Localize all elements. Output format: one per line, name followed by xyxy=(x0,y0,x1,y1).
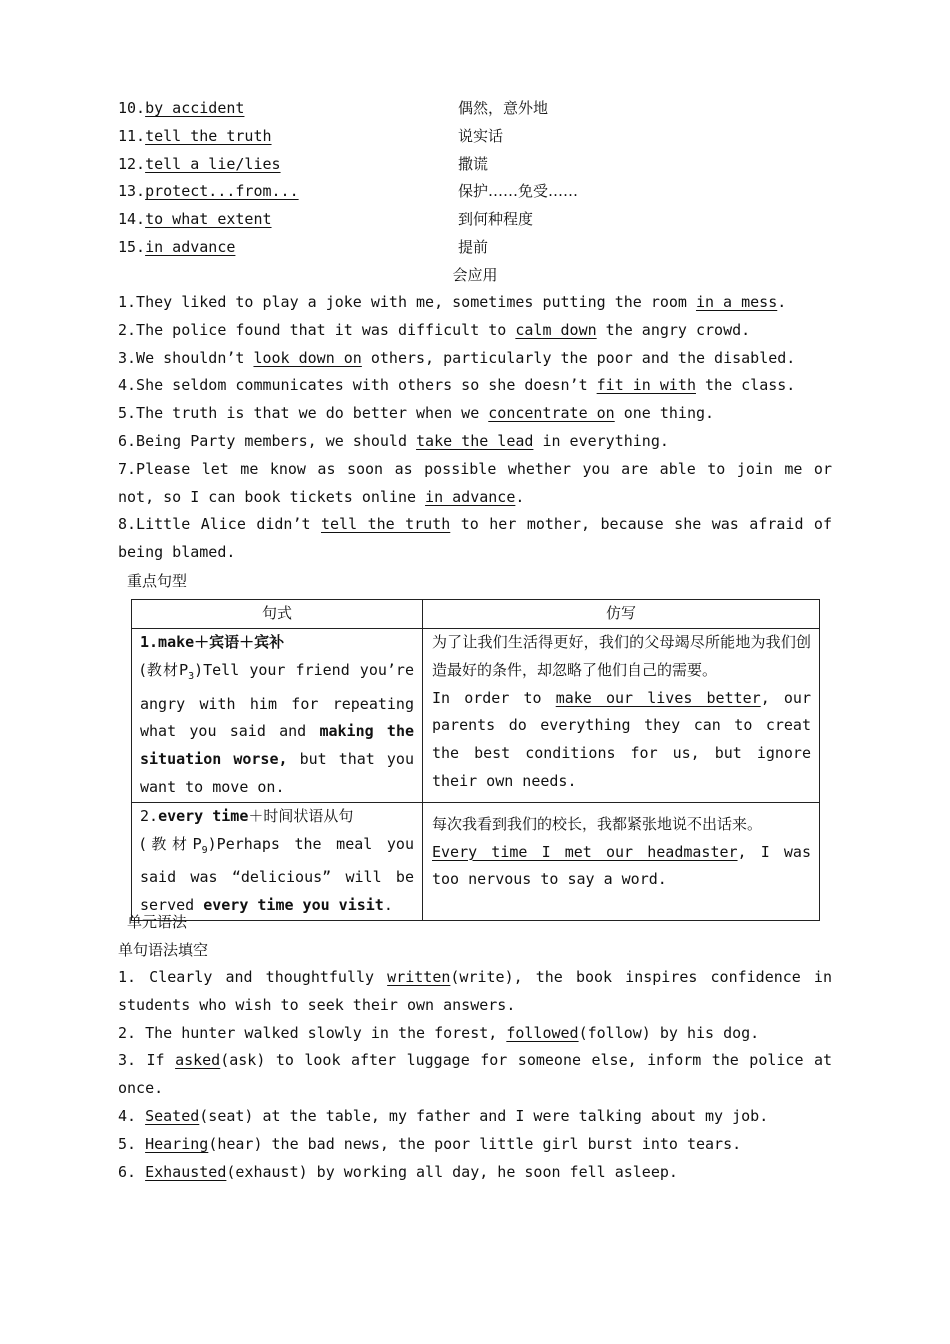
pattern-title: 2.every time＋时间状语从句 xyxy=(140,806,354,825)
table-header-row xyxy=(132,600,820,629)
imitation-english: Every time I met our headmaster, I was too nervous to say a word. xyxy=(432,842,811,889)
phrase-row: 10.by accident 偶然，意外地 xyxy=(118,96,838,124)
grammar-heading: 单元语法 xyxy=(127,913,188,931)
phrase-meaning: 偶然，意外地 xyxy=(458,99,549,117)
apply-sentence: 8.Little Alice didn’t tell the truth to her mother, because she was afraid of being blamed. xyxy=(118,515,832,562)
apply-sentence: 5.The truth is that we do better when we concentrate on one thing. xyxy=(118,404,715,423)
apply-sentence: 2.The police found that it was difficult to calm down the angry crowd. xyxy=(118,320,751,339)
grammar-sentence: 2. The hunter walked slowly in the forest, followed(follow) by his dog. xyxy=(118,1023,760,1042)
apply-sentence: 4.She seldom communicates with others so she doesn’t fit in with the class. xyxy=(118,376,796,395)
imitation-english: In order to make our lives better, our parents do everything they can to creat the best conditions for us, but ignore their own needs. xyxy=(432,688,811,790)
apply-sentence: 3.We shouldn’t look down on others, particularly the poor and the disabled. xyxy=(118,348,796,367)
phrase-meaning: 到何种程度 xyxy=(458,210,534,229)
phrase-row: 11.tell the truth 说实话 xyxy=(118,124,838,152)
phrase-answer: by accident xyxy=(145,99,245,117)
key-sentence-heading: 重点句型 xyxy=(127,572,188,590)
phrase-answer: in advance xyxy=(145,237,236,256)
grammar-sentences xyxy=(118,964,832,1186)
pattern-title: 1.make＋宾语＋宾补 xyxy=(140,633,285,651)
grammar-sentence: 3. If asked(ask) to look after luggage for someone else, inform the police at once. xyxy=(118,1051,833,1098)
imitation-cell xyxy=(423,629,820,803)
apply-sentences xyxy=(118,289,832,567)
table-row xyxy=(132,629,820,803)
phrase-row: 12.tell a lie/lies 撒谎 xyxy=(118,152,838,180)
apply-heading: 会应用 xyxy=(452,266,498,284)
pattern-cell xyxy=(132,629,423,803)
apply-sentence: 1.They liked to play a joke with me, sometimes putting the room in a mess. xyxy=(118,293,787,311)
apply-sentence: 6.Being Party members, we should take the lead in everything. xyxy=(118,431,669,450)
grammar-sentence: 6. Exhausted(exhaust) by working all day, he soon fell asleep. xyxy=(118,1162,678,1181)
header-pattern: 句式 xyxy=(132,600,423,629)
sentence-pattern-table xyxy=(131,599,820,921)
fill-heading: 单句语法填空 xyxy=(118,941,209,959)
phrase-row: 14.to what extent 到何种程度 xyxy=(118,207,838,235)
phrase-answer: to what extent xyxy=(145,210,272,229)
imitation-chinese: 每次我看到我们的校长，我都紧张地说不出话来。 xyxy=(432,814,763,833)
phrase-meaning: 提前 xyxy=(458,237,489,256)
phrase-row: 15.in advance 提前 xyxy=(118,235,838,263)
phrase-answer: tell the truth xyxy=(145,126,272,145)
grammar-sentence: 1. Clearly and thoughtfully written(write), the book inspires confidence in students who wish to seek their own answers. xyxy=(118,968,832,1014)
pattern-example: (教材$P_9)Perhaps$ the meal you said was “delicious” will be served every time you visit. xyxy=(140,834,414,915)
imitation-cell xyxy=(423,802,820,920)
phrase-row: 13.protect...from... 保护……免受…… xyxy=(118,179,838,207)
phrase-list xyxy=(118,96,838,263)
header-imitation: 仿写 xyxy=(423,600,820,629)
table-row xyxy=(132,802,820,920)
grammar-sentence: 4. Seated(seat) at the table, my father and I were talking about my job. xyxy=(118,1106,769,1125)
phrase-answer: tell a lie/lies xyxy=(145,154,281,173)
phrase-meaning: 撒谎 xyxy=(458,154,489,173)
imitation-chinese: 为了让我们生活得更好，我们的父母竭尽所能地为我们创造最好的条件，却忽略了他们自己的需要。 xyxy=(432,633,811,679)
phrase-meaning: 保护……免受…… xyxy=(458,182,579,201)
pattern-example: (教材$P_3)Tell$ your friend you’re angry with him for repeating what you said and making the situation worse, but that you want to move on. xyxy=(140,660,415,796)
grammar-sentence: 5. Hearing(hear) the bad news, the poor little girl burst into tears. xyxy=(118,1134,742,1153)
pattern-cell xyxy=(132,802,423,920)
phrase-answer: protect...from... xyxy=(145,182,299,201)
phrase-meaning: 说实话 xyxy=(458,126,504,145)
apply-sentence: 7.Please let me know as soon as possible whether you are able to join me or not, so I can book tickets online in advance. xyxy=(118,459,832,506)
